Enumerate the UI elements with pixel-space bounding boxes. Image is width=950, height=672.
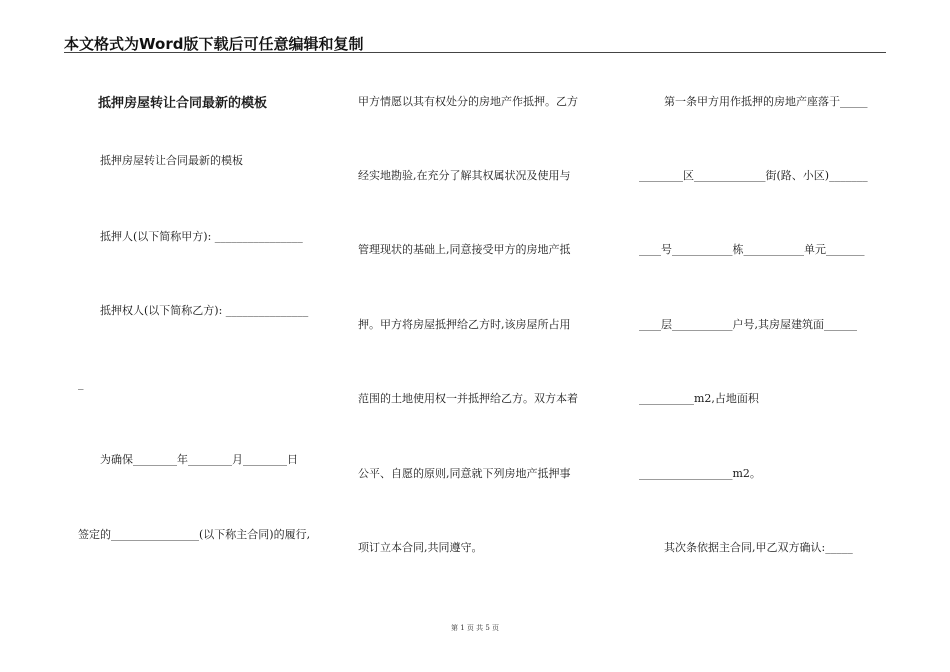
col2-line-7: 项订立本合同,共同遵守。 [358,541,483,554]
col3-line-3: ____号___________栋___________单元_______ [639,243,865,256]
col1-line-6: 签定的________________(以下称主合同)的履行, [78,528,311,541]
col3-line-5: __________m2,占地面积 [639,392,759,405]
col2-line-5: 范围的土地使用权一并抵押给乙方。双方本着 [358,392,578,405]
col1-line-4: _ [78,377,84,390]
col3-line-7: 其次条依据主合同,甲乙双方确认:_____ [664,541,853,554]
col2-line-6: 公平、自愿的原则,同意就下列房地产抵押事 [358,467,571,480]
col2-line-4: 押。甲方将房屋抵押给乙方时,该房屋所占用 [358,318,571,331]
col2-line-1: 甲方情愿以其有权处分的房地产作抵押。乙方 [358,95,578,108]
col1-line-5: 为确保________年________月________日 [100,453,298,466]
col2-line-2: 经实地勘验,在充分了解其权属状况及使用与 [358,169,571,182]
document-title: 抵押房屋转让合同最新的模板 [98,96,268,111]
col2-line-3: 管理现状的基础上,同意接受甲方的房地产抵 [358,243,571,256]
col3-line-1: 第一条甲方用作抵押的房地产座落于_____ [664,95,868,108]
col3-line-2: ________区_____________街(路、小区)_______ [639,169,868,182]
col3-line-6: _________________m2。 [639,467,761,480]
col1-line-3: 抵押权人(以下简称乙方): _______________ [100,304,309,317]
col3-line-4: ____层___________户号,其房屋建筑面______ [639,318,857,331]
col1-line-2: 抵押人(以下简称甲方): ________________ [100,230,303,243]
header-divider [64,52,886,53]
col1-line-1: 抵押房屋转让合同最新的模板 [100,154,243,167]
page-footer: 第 1 页 共 5 页 [450,624,500,632]
document-header: 本文格式为Word版下载后可任意编辑和复制 [64,35,364,53]
